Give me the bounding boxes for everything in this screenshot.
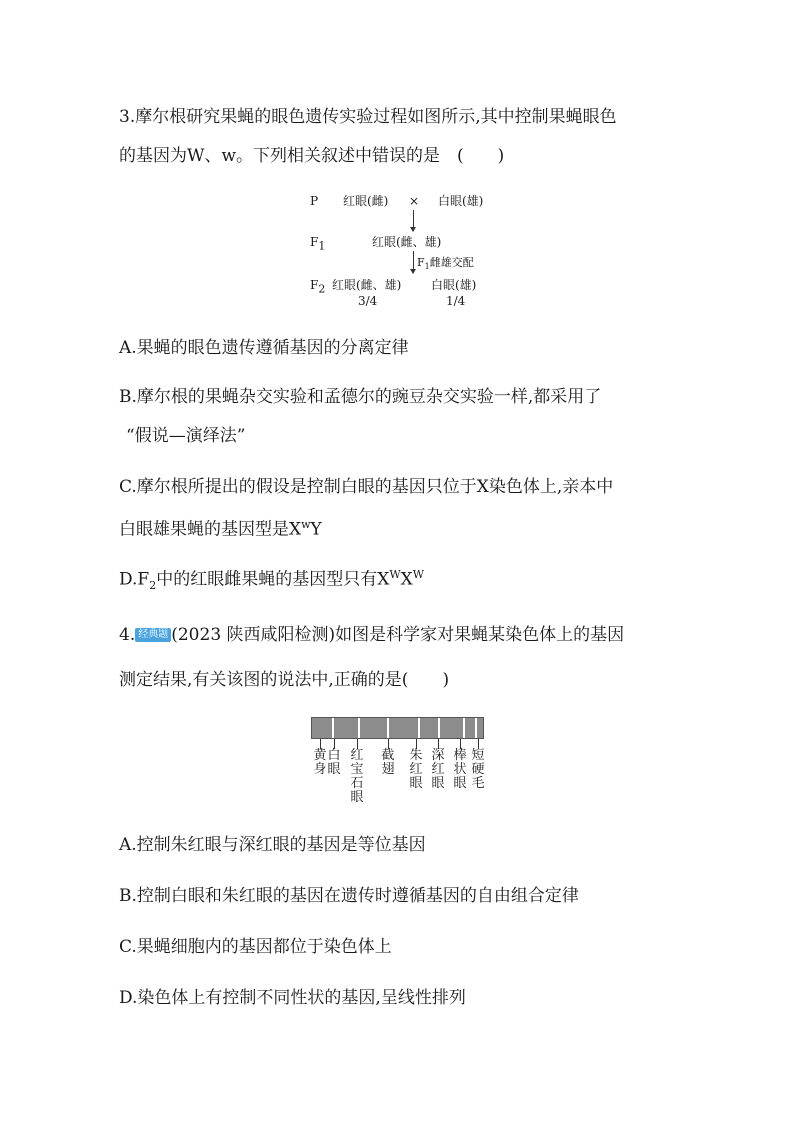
chromosome-band (475, 718, 477, 738)
gene-label-carmine-eye: 深红眼 (431, 748, 445, 791)
chromosome-bar (311, 717, 484, 739)
q4-option-b: B.控制白眼和朱红眼的基因在遗传时遵循基因的自由组合定律 (119, 886, 579, 906)
q3-option-b-line1: B.摩尔根的果蝇杂交实验和孟德尔的豌豆杂交实验一样,都采用了 (119, 387, 602, 407)
q4-option-a: A.控制朱红眼与深红眼的基因是等位基因 (119, 835, 426, 855)
mating-note: $F_1$雌雄交配 (417, 256, 474, 272)
p-male: 白眼(雄) (438, 194, 484, 208)
q4-stem-line2: 测定结果,有关该图的说法中,正确的是( ) (119, 670, 450, 690)
q3-option-d: $D.F_2$中的红眼雌果蝇的基因型只有$X^WX^W$ (119, 568, 425, 593)
q3-option-b-line2: “假说—演绎法” (126, 426, 246, 446)
gene-label-cut-wing: 截翅 (381, 748, 395, 777)
gene-label-bar-eye: 棒状眼 (453, 748, 467, 791)
q3-option-c-line1: C.摩尔根所提出的假设是控制白眼的基因只位于X染色体上,亲本中 (119, 477, 614, 497)
q3-stem-line2: 的基因为W、w。下列相关叙述中错误的是 ( ) (119, 146, 505, 166)
q3-option-a: A.果蝇的眼色遗传遵循基因的分离定律 (119, 338, 409, 358)
classic-question-badge: 经典题 (135, 628, 171, 642)
chromosome-band (438, 718, 440, 738)
gene-label-ruby-eye: 红宝石眼 (350, 748, 364, 805)
generation-f2-label: $F_2$ (310, 278, 326, 296)
f2-white-eye-ratio: 1/4 (446, 294, 466, 308)
q4-stem-line1: 4. 经典题 (2023 陕西咸阳检测)如图是科学家对果蝇某染色体上的基因 (119, 625, 625, 645)
arrow-f1-to-f2 (413, 251, 414, 273)
q3-stem-line1: 3.摩尔根研究果蝇的眼色遗传实验过程如图所示,其中控制果蝇眼色 (119, 107, 617, 127)
arrow-p-to-f1 (413, 210, 414, 231)
chromosome-band (418, 718, 420, 738)
chromosome-band (332, 718, 334, 738)
chromosome-band (387, 718, 389, 738)
chromosome-band (463, 718, 465, 738)
q4-option-c: C.果蝇细胞内的基因都位于染色体上 (119, 937, 392, 957)
p-female: 红眼(雌) (343, 194, 389, 208)
q3-option-c-line2: 白眼雄果蝇的基因型是$X^wY$ (119, 518, 322, 540)
cross-symbol: × (409, 194, 420, 208)
f2-white-eye: 白眼(雄) (431, 278, 477, 292)
chromosome-band (358, 718, 360, 738)
gene-label-vermilion-eye: 朱红眼 (409, 748, 423, 791)
f1-offspring: 红眼(雌、雄) (372, 235, 442, 249)
generation-p-label: P (310, 194, 319, 208)
generation-f1-label: $F_1$ (310, 235, 326, 253)
f2-red-eye: 红眼(雌、雄) (332, 278, 402, 292)
q4-option-d: D.染色体上有控制不同性状的基因,呈线性排列 (119, 988, 466, 1008)
f2-red-eye-ratio: 3/4 (358, 294, 378, 308)
gene-label-yellow-body: 黄身 (313, 748, 327, 777)
gene-label-short-bristle: 短硬毛 (471, 748, 485, 791)
gene-label-white-eye: 白眼 (327, 748, 341, 777)
